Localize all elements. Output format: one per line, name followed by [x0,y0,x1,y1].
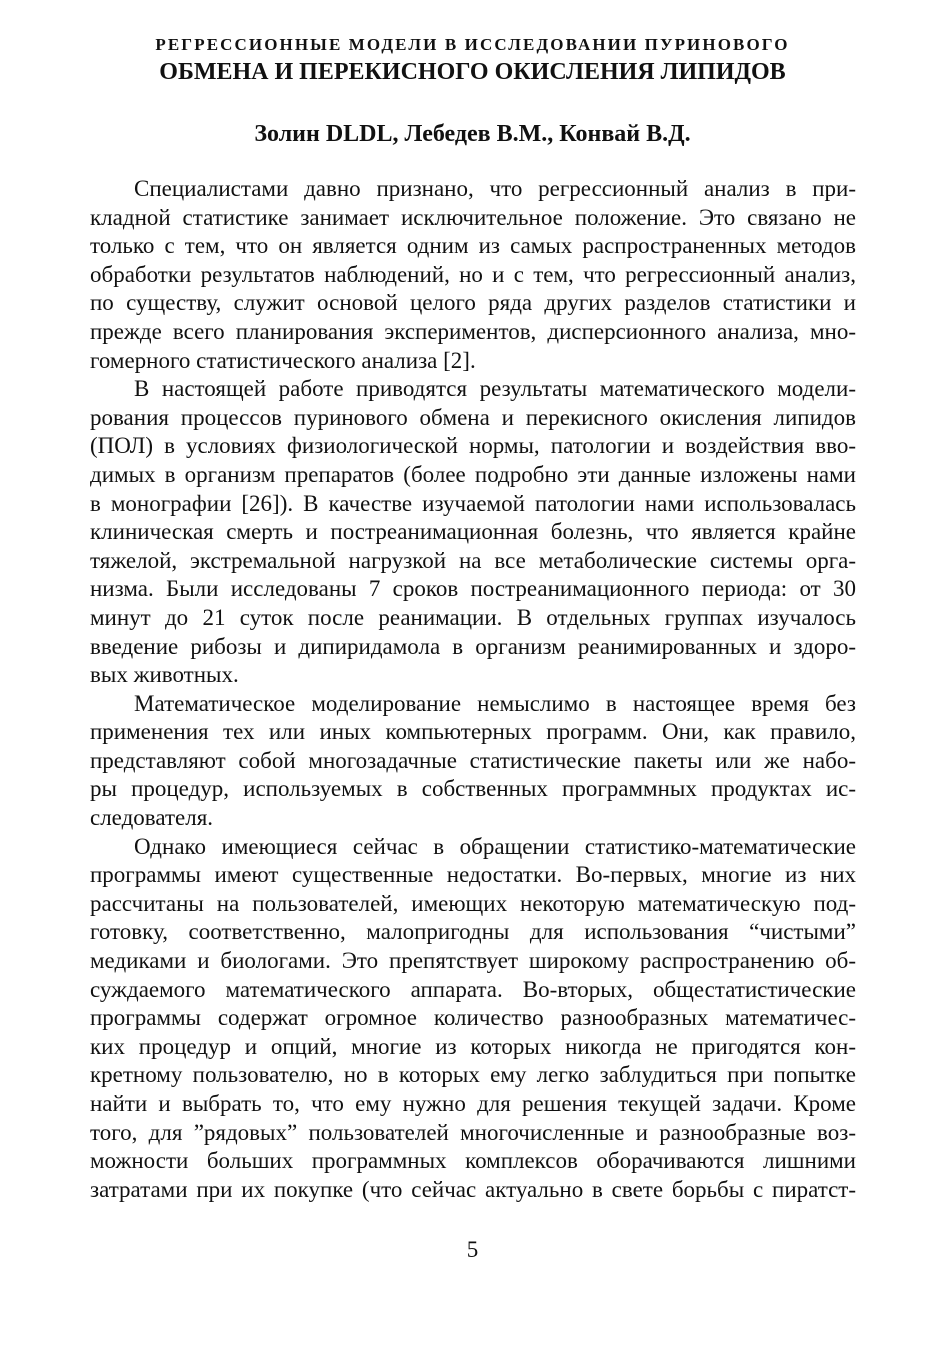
text-line: низма. Были исследованы 7 сроков постреанимационного периода: от 30 [90,576,856,602]
text-line: можности больших программных комплексов оборачиваются лишними [90,1148,856,1174]
page-number: 5 [466,1237,479,1262]
paragraph-3 [90,690,856,833]
text-line: минут до 21 суток после реанимации. В отдельных группах изучалось [90,604,856,630]
text-line: найти и выбрать то, что ему нужно для решения текущей задачи. Кроме [90,1091,856,1116]
text-line: вых животных. [90,662,239,688]
paragraph-2 [90,375,856,690]
text-line: ры процедур, используемых в собственных программных продуктах ис- [90,776,856,802]
text-line: В настоящей работе приводятся результаты математического модели- [134,376,856,402]
text-line: только с тем, что он является одним из самых распространенных методов [90,233,856,259]
paragraph-4 [90,833,856,1205]
text-line: по существу, служит основой целого ряда других разделов статистики и [90,290,856,316]
text-line: введение рибозы и дипиридамола в организм реанимированных и здоро- [90,633,856,659]
text-line: ких процедур и опций, многие из которых никогда не пригодятся кон- [90,1033,856,1059]
text-line: гомерного статистического анализа [2]. [90,347,476,373]
text-line: следователя. [90,805,214,831]
text-line: затратами при их покупке (что сейчас актуально в свете борьбы с пиратст- [90,1176,856,1202]
text-line: программы имеют существенные недостатки. Во-первых, многие из них [90,862,856,888]
text-line: того, для ”рядовых” пользователей многочисленные и разнообразные воз- [90,1119,856,1145]
text-line: программы содержат огромное количество разнообразных математичес- [90,1005,856,1031]
text-line: клиническая смерть и постреанимационная болезнь, что является крайне [90,519,856,545]
article-authors: Золин DLDL, Лебедев В.М., Конвай В.Д. [254,121,691,147]
paragraph-1 [90,175,856,375]
text-line: прежде всего планирования экспериментов, дисперсионного анализа, мно- [90,318,856,344]
text-line: рассчитаны на пользователей, имеющих некоторую математическую под- [90,890,856,916]
text-line: готовку, соответственно, малопригодны для использования “чистыми” [90,919,856,945]
text-line: (ПОЛ) в условиях физиологической нормы, патологии и воздействия вво- [90,433,856,459]
text-line: в монографии [26]). В качестве изучаемой патологии нами использовалась [90,490,856,516]
text-line: медиками и биологами. Это препятствует широкому распространению об- [90,948,856,974]
text-line: Однако имеющиеся сейчас в обращении статистико-математические [134,833,856,859]
text-line: представляют собой многозадачные статистические пакеты или же набо- [90,747,856,773]
text-line: кретному пользователю, но в которых ему легко заблудиться при попытке [90,1062,856,1088]
text-line: рования процессов пуринового обмена и перекисного окисления липидов [90,404,856,430]
text-line: Математическое моделирование немыслимо в настоящее время без [134,690,856,716]
article-body [90,175,856,1204]
text-line: применения тех или иных компьютерных программ. Они, как правило, [90,719,856,745]
text-line: кладной статистике занимает исключительное положение. Это связано не [90,204,856,230]
text-line: суждаемого математического аппарата. Во-вторых, общестатистические [90,976,856,1002]
article-title-line-2: ОБМЕНА И ПЕРЕКИСНОГО ОКИСЛЕНИЯ ЛИПИДОВ [159,59,786,85]
text-line: обработки результатов наблюдений, но и с тем, что регрессионный анализ, [90,261,856,287]
article-title-line-1: РЕГРЕССИОННЫЕ МОДЕЛИ В ИССЛЕДОВАНИИ ПУРИНОВОГО [155,35,790,54]
text-line: димых в организм препаратов (более подробно эти данные изложены нами [90,461,856,487]
text-line: тяжелой, экстремальной нагрузкой на все метаболические системы орга- [90,547,856,573]
text-line: Специалистами давно признано, что регрессионный анализ в при- [134,176,856,201]
